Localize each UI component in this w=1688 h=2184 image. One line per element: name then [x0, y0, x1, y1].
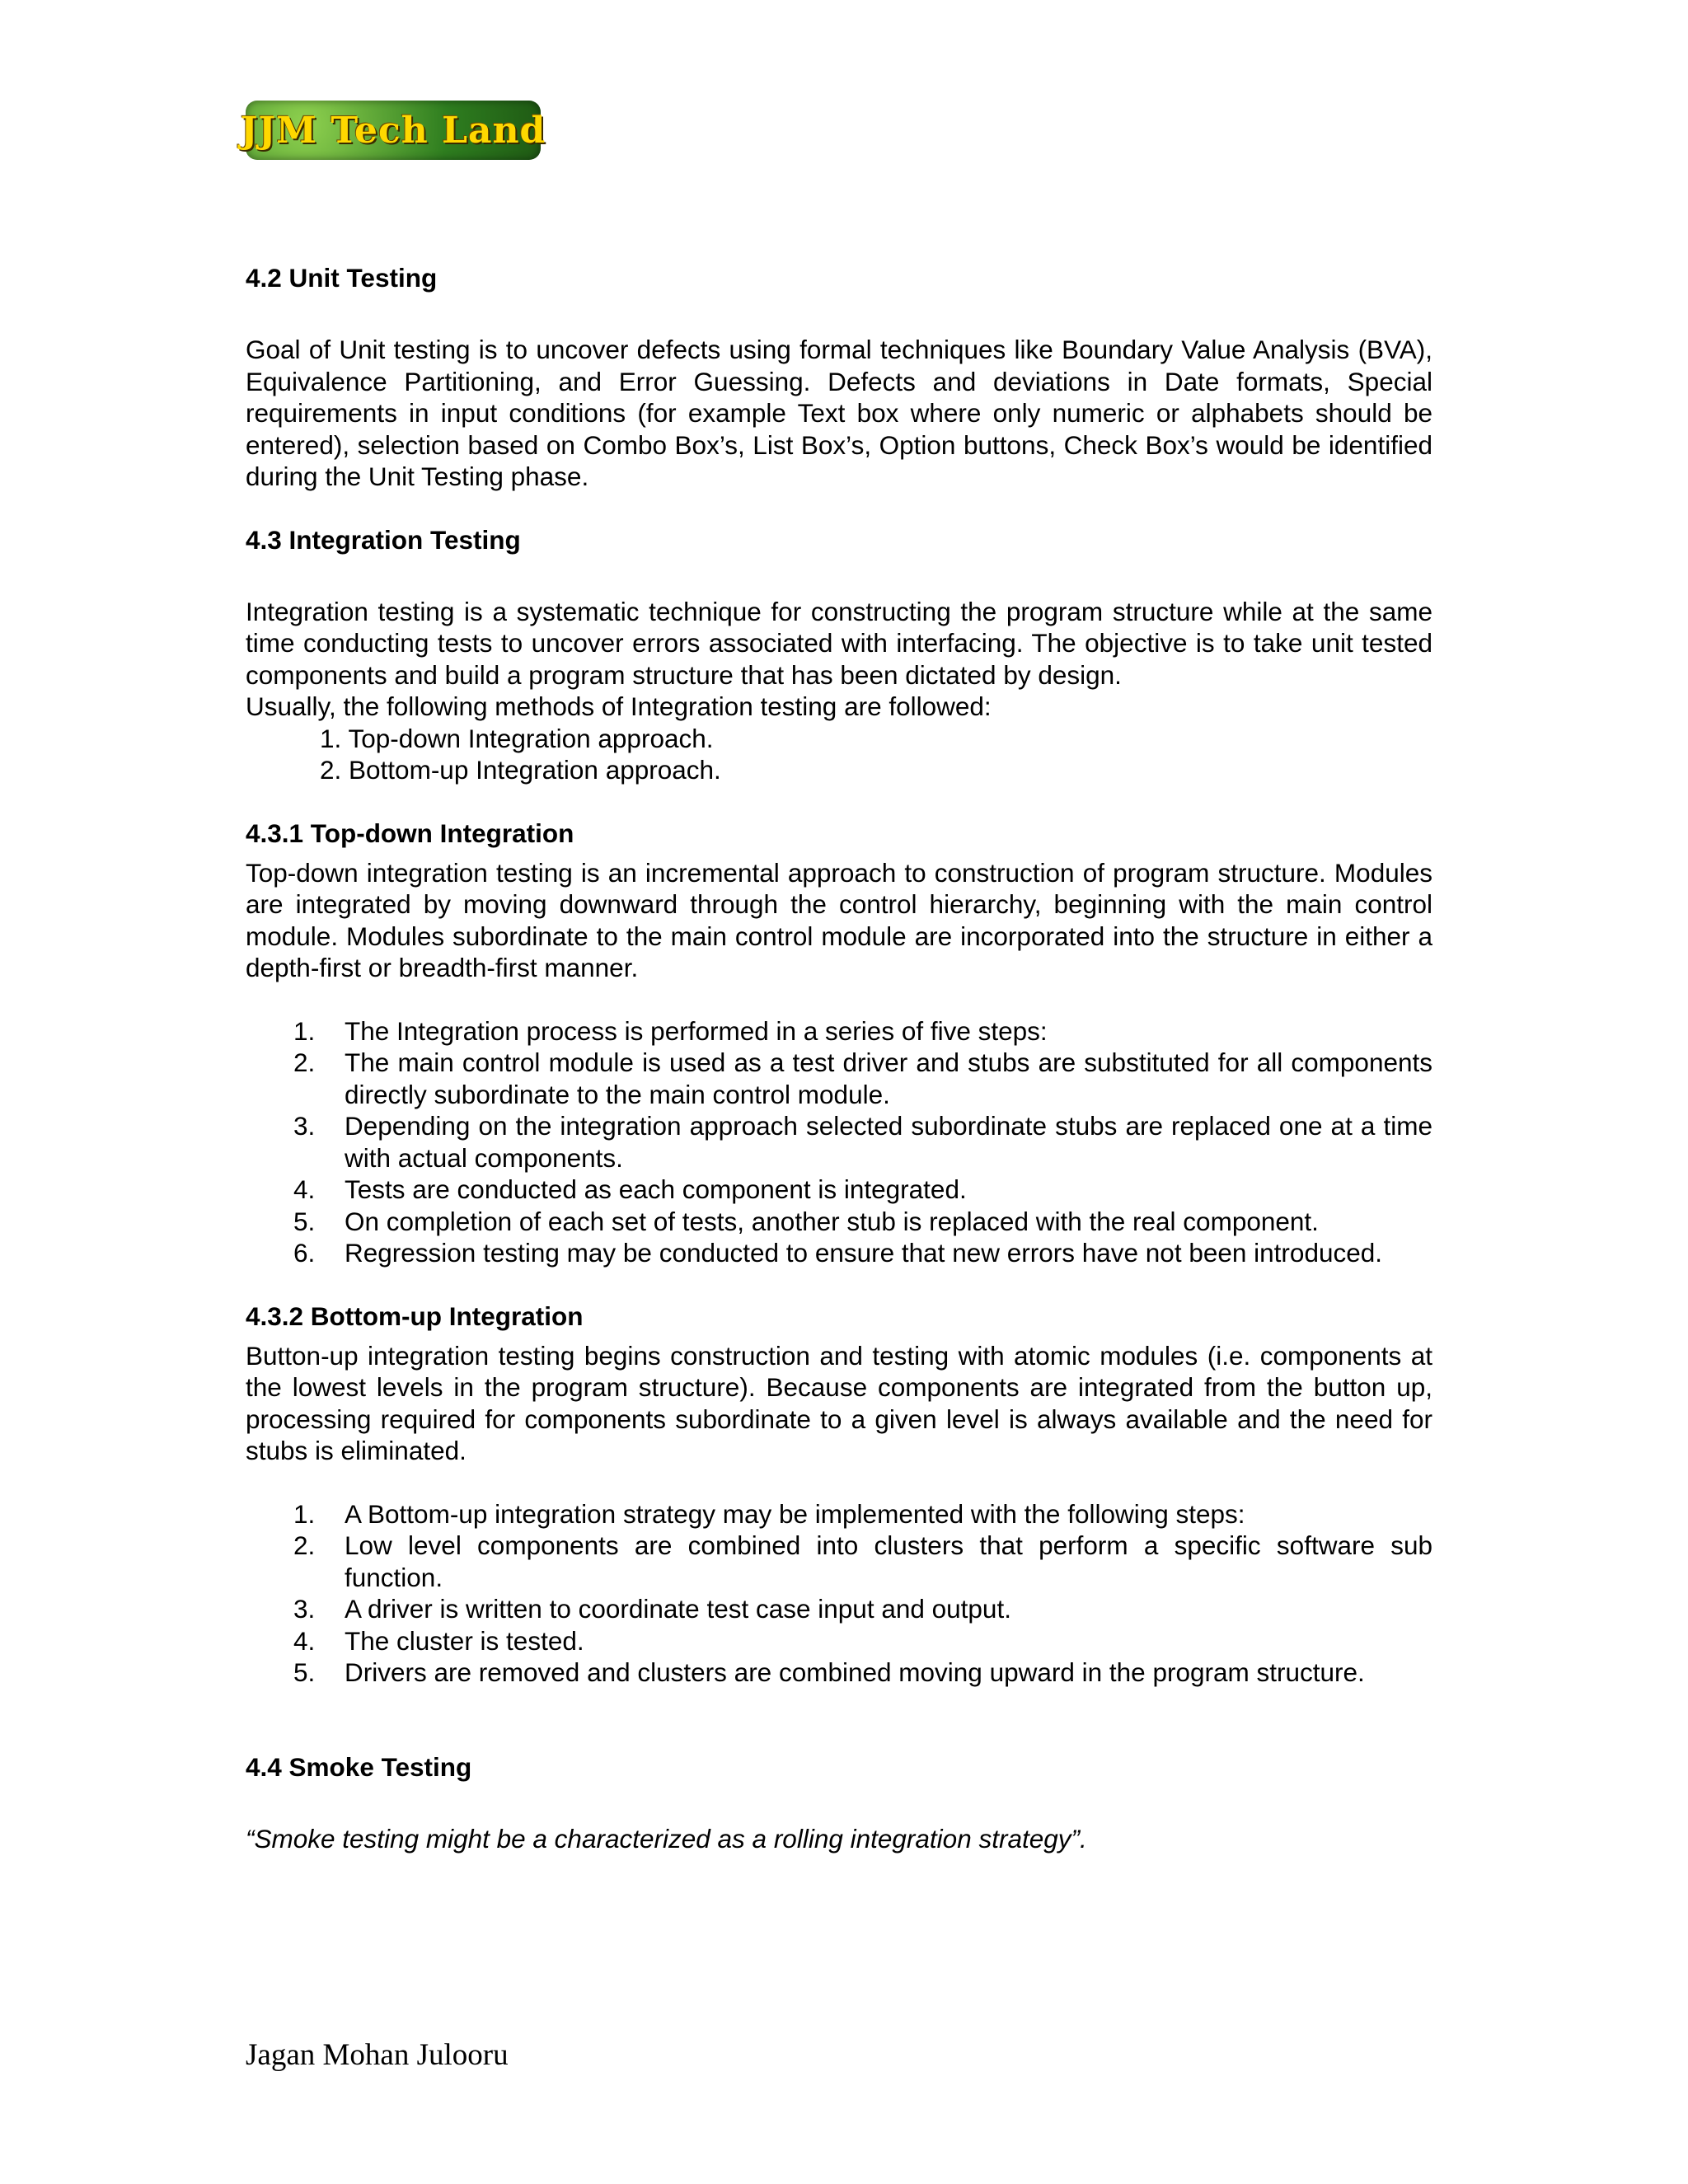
smoke-testing-quote: “Smoke testing might be a characterized as a rolling integration strategy”.: [246, 1823, 1087, 1854]
list-item: 2. Low level components are combined into clusters that perform a specific software sub function.: [293, 1530, 1432, 1592]
methods-intro: Usually, the following methods of Integration testing are followed:: [246, 691, 992, 721]
paragraph-integration-testing: Integration testing is a systematic technique for constructing the program structure while at the same time conducting tests to uncover errors associated with interfacing. The objective is to take unit tested components and build a program structure that has been dictated by design.: [246, 596, 1432, 690]
bottom-up-steps-list: [246, 1498, 1432, 1689]
list-item: 6. Regression testing may be conducted to ensure that new errors have not been introduced.: [293, 1238, 1383, 1268]
list-item: 1. A Bottom-up integration strategy may be implemented with the following steps:: [293, 1498, 1245, 1529]
list-item: 1. The Integration process is performed in a series of five steps:: [293, 1015, 1048, 1046]
list-item: 1. Top-down Integration approach.: [320, 723, 714, 753]
jjm-tech-land-logo: [240, 101, 546, 160]
document-body: [246, 262, 1432, 1854]
heading-smoke-testing: 4.4 Smoke Testing: [246, 1751, 472, 1782]
heading-bottom-up-integration: 4.3.2 Bottom-up Integration: [246, 1301, 584, 1331]
list-item: 5. On completion of each set of tests, another stub is replaced with the real component.: [293, 1206, 1319, 1236]
paragraph-unit-testing: Goal of Unit testing is to uncover defects using formal techniques like Boundary Value Analysis (BVA), Equivalence Partitioning, and Error Guessing. Defects and deviations in Date formats, Special requirements in input conditions (for example Text box where only numeric or alphabets should be entered), selection based on Combo Box’s, List Box’s, Option buttons, Check Box’s would be identified during the Unit Testing phase.: [246, 335, 1432, 491]
list-item: 4. Tests are conducted as each component is integrated.: [293, 1174, 967, 1204]
list-item: 2. Bottom-up Integration approach.: [320, 755, 721, 785]
list-item: 5. Drivers are removed and clusters are combined moving upward in the program structure.: [293, 1657, 1365, 1687]
integration-methods-list: [246, 723, 1432, 786]
top-down-steps-list: [246, 1015, 1432, 1269]
list-item: 3. Depending on the integration approach selected subordinate stubs are replaced one at a time with actual components.: [293, 1111, 1432, 1173]
paragraph-bottom-up: Button-up integration testing begins construction and testing with atomic modules (i.e. components at the lowest levels in the program structure). Because components are integrated from the button up, processing required for components subordinate to a given level is always available and the need for stubs is eliminated.: [246, 1340, 1432, 1465]
heading-integration-testing: 4.3 Integration Testing: [246, 524, 521, 555]
heading-unit-testing: 4.2 Unit Testing: [246, 263, 438, 293]
footer-author: Jagan Mohan Julooru: [246, 2038, 509, 2072]
heading-top-down-integration: 4.3.1 Top-down Integration: [246, 818, 574, 848]
paragraph-top-down: Top-down integration testing is an incremental approach to construction of program structure. Modules are integrated by moving downward through the control hierarchy, beginning with the main control module. Modules subordinate to the main control module are incorporated into the structure in either a depth-first or breadth-first manner.: [246, 857, 1432, 982]
list-item: 4. The cluster is tested.: [293, 1625, 584, 1656]
logo-text: JJM Tech Land: [240, 109, 546, 152]
list-item: 2. The main control module is used as a test driver and stubs are substituted for all components directly subordinate to the main control module.: [293, 1047, 1432, 1109]
list-item: 3. A driver is written to coordinate test case input and output.: [293, 1594, 1011, 1624]
